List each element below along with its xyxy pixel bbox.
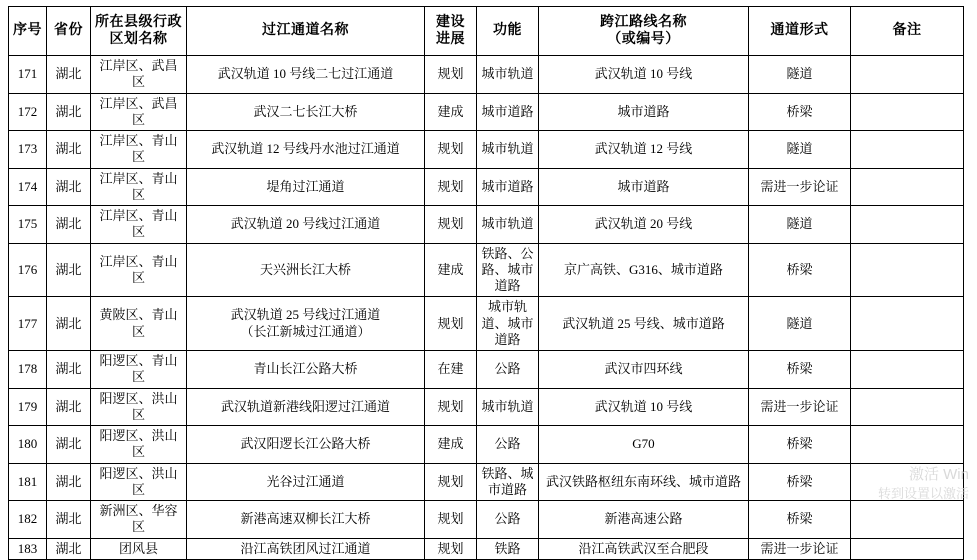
cell-seq <box>9 351 47 389</box>
cell-district <box>91 56 187 94</box>
cell-route <box>539 426 749 464</box>
cell-text: 180 <box>17 436 38 452</box>
cell-text: 城市道路 <box>481 178 534 194</box>
cell-text: 武汉轨道 25 号线、城市道路 <box>562 315 725 331</box>
cell-text: 建成 <box>437 261 464 277</box>
cell-text: 光谷过江通道 <box>266 473 345 489</box>
cell-text: 需进一步论证 <box>760 398 839 414</box>
cell-text: 179 <box>17 398 38 414</box>
cell-form <box>749 297 851 351</box>
cell-note <box>851 538 964 559</box>
cell-route <box>539 206 749 244</box>
cell-text: 173 <box>17 141 38 157</box>
header-province: 省份 <box>47 7 91 56</box>
header-form: 通道形式 <box>749 7 851 56</box>
cell-text: 171 <box>17 66 38 82</box>
cell-form <box>749 351 851 389</box>
cell-route <box>539 538 749 559</box>
cell-text: 铁路 <box>494 540 521 556</box>
cell-province <box>47 243 91 297</box>
header-progress <box>425 7 477 56</box>
cell-seq <box>9 56 47 94</box>
header-district-line1: 所在县级行政 <box>95 14 182 30</box>
cell-district <box>91 351 187 389</box>
cell-province <box>47 351 91 389</box>
cell-text: 规划 <box>437 178 464 194</box>
cell-text: 湖北 <box>55 361 82 377</box>
cell-name <box>187 426 425 464</box>
cell-function <box>477 388 539 426</box>
cell-seq <box>9 426 47 464</box>
cell-text: 武汉阳逻长江公路大桥 <box>240 436 371 452</box>
cell-province <box>47 388 91 426</box>
cell-text: 隧道 <box>786 141 813 157</box>
cell-district <box>91 463 187 501</box>
cell-text: 阳逻区、洪山区 <box>99 465 178 497</box>
cell-district <box>91 426 187 464</box>
cell-text: 183 <box>17 540 38 556</box>
cell-text: 湖北 <box>55 398 82 414</box>
cell-province <box>47 56 91 94</box>
cell-name <box>187 56 425 94</box>
cell-text: 规划 <box>437 398 464 414</box>
cell-district <box>91 243 187 297</box>
cell-text: 176 <box>17 261 38 277</box>
cell-text: 规划 <box>437 141 464 157</box>
header-note: 备注 <box>851 7 964 56</box>
cell-text: 江岸区、武昌区 <box>99 58 178 90</box>
cell-text: 174 <box>17 178 38 194</box>
cell-function <box>477 538 539 559</box>
header-progress-line1: 建设 <box>436 14 465 30</box>
cell-text: 隧道 <box>786 66 813 82</box>
cell-function <box>477 168 539 206</box>
cell-note <box>851 168 964 206</box>
cell-text: 武汉轨道 10 号线二七过江通道 <box>217 66 394 82</box>
header-seq: 序号 <box>9 7 47 56</box>
cell-text: 177 <box>17 315 38 331</box>
cell-text: 武汉二七长江大桥 <box>253 103 358 119</box>
cell-route <box>539 463 749 501</box>
cell-route <box>539 168 749 206</box>
cell-text: 武汉轨道 25 号线过江通道 <box>230 307 381 323</box>
cell-text: 城市轨道 <box>481 66 534 82</box>
cell-text: 规划 <box>437 216 464 232</box>
cell-name <box>187 243 425 297</box>
cell-function <box>477 131 539 169</box>
header-route-line2: （或编号） <box>607 32 680 47</box>
cell-note <box>851 93 964 131</box>
cell-text: 在建 <box>437 361 464 377</box>
cell-function <box>477 56 539 94</box>
cell-text: 湖北 <box>55 261 82 277</box>
table-row <box>9 131 964 169</box>
cell-route <box>539 131 749 169</box>
cell-seq <box>9 243 47 297</box>
cell-text: 公路 <box>494 361 521 377</box>
table-row <box>9 56 964 94</box>
cell-progress <box>425 463 477 501</box>
cell-seq <box>9 93 47 131</box>
cell-text: 城市轨道 <box>481 141 534 157</box>
cell-text: 铁路、公路、城市道路 <box>481 245 534 293</box>
cell-function <box>477 426 539 464</box>
cell-name <box>187 538 425 559</box>
cell-text: G70 <box>632 436 655 452</box>
cell-note <box>851 243 964 297</box>
cell-note <box>851 426 964 464</box>
cell-progress <box>425 206 477 244</box>
cell-province <box>47 206 91 244</box>
cell-seq <box>9 463 47 501</box>
cell-note <box>851 501 964 539</box>
table-row <box>9 206 964 244</box>
cell-text: 武汉轨道新港线阳逻过江通道 <box>220 398 390 414</box>
table-row <box>9 463 964 501</box>
cell-route <box>539 56 749 94</box>
cell-function <box>477 93 539 131</box>
cell-text: 建成 <box>437 436 464 452</box>
header-route-line1: 跨江路线名称 <box>600 14 687 30</box>
cell-function <box>477 501 539 539</box>
cell-progress <box>425 243 477 297</box>
cell-note <box>851 297 964 351</box>
cell-function <box>477 463 539 501</box>
cell-name <box>187 501 425 539</box>
cell-form <box>749 93 851 131</box>
cell-text: 武汉市四环线 <box>604 361 683 377</box>
cell-text: 需进一步论证 <box>760 178 839 194</box>
cell-progress <box>425 501 477 539</box>
cell-progress <box>425 93 477 131</box>
cell-form <box>749 131 851 169</box>
watermark-line2: 转到设置以激活 <box>877 486 969 502</box>
cell-province <box>47 426 91 464</box>
cell-text: 堤角过江通道 <box>266 178 345 194</box>
cell-text: 建成 <box>437 103 464 119</box>
cell-text: 需进一步论证 <box>760 540 839 556</box>
cell-text: 桥梁 <box>786 511 813 527</box>
cell-text: 桥梁 <box>786 473 813 489</box>
cell-text: 武汉轨道 10 号线 <box>594 66 693 82</box>
cell-text: 湖北 <box>55 540 82 556</box>
cell-form <box>749 168 851 206</box>
cell-text: 湖北 <box>55 216 82 232</box>
cell-note <box>851 463 964 501</box>
cell-province <box>47 93 91 131</box>
cell-district <box>91 388 187 426</box>
cell-district <box>91 501 187 539</box>
cell-text: 阳逻区、洪山区 <box>99 428 178 460</box>
table-row <box>9 351 964 389</box>
cell-seq <box>9 131 47 169</box>
cell-district <box>91 538 187 559</box>
cell-form <box>749 56 851 94</box>
cell-text: 规划 <box>437 315 464 331</box>
cell-district <box>91 168 187 206</box>
cell-text: 江岸区、青山区 <box>99 170 178 202</box>
header-route <box>539 7 749 56</box>
cell-text: 武汉轨道 20 号线过江通道 <box>230 216 381 232</box>
cell-province <box>47 538 91 559</box>
cell-text: 规划 <box>437 511 464 527</box>
table-row <box>9 538 964 559</box>
cell-function <box>477 351 539 389</box>
cell-route <box>539 93 749 131</box>
table-row <box>9 168 964 206</box>
cell-text: 规划 <box>437 540 464 556</box>
cell-text: 175 <box>17 216 38 232</box>
river-crossing-table <box>8 6 964 560</box>
cell-text: 黄陂区、青山区 <box>99 307 178 339</box>
cell-text: 湖北 <box>55 66 82 82</box>
table-row <box>9 501 964 539</box>
cell-route <box>539 388 749 426</box>
table-row <box>9 243 964 297</box>
cell-text: 武汉轨道 12 号线丹水池过江通道 <box>211 141 400 157</box>
cell-progress <box>425 351 477 389</box>
cell-progress <box>425 388 477 426</box>
header-progress-line2: 进展 <box>436 32 465 47</box>
cell-text: 湖北 <box>55 315 82 331</box>
cell-text: 隧道 <box>786 315 813 331</box>
table-row <box>9 297 964 351</box>
cell-text: 桥梁 <box>786 103 813 119</box>
cell-form <box>749 501 851 539</box>
cell-text: 团风县 <box>118 540 158 556</box>
table-row <box>9 93 964 131</box>
cell-text: 新港高速公路 <box>604 511 683 527</box>
cell-route <box>539 297 749 351</box>
cell-text: 公路 <box>494 511 521 527</box>
table-header-row <box>9 7 964 56</box>
cell-seq <box>9 388 47 426</box>
cell-district <box>91 206 187 244</box>
cell-text: 城市轨道 <box>481 398 534 414</box>
header-name: 过江通道名称 <box>187 7 425 56</box>
cell-progress <box>425 297 477 351</box>
cell-name <box>187 297 425 351</box>
table-row <box>9 426 964 464</box>
cell-name <box>187 463 425 501</box>
cell-text: 城市轨道、城市道路 <box>481 299 534 347</box>
cell-form <box>749 463 851 501</box>
cell-note <box>851 206 964 244</box>
cell-text: 阳逻区、青山区 <box>99 353 178 385</box>
cell-function <box>477 297 539 351</box>
cell-route <box>539 501 749 539</box>
cell-text: 桥梁 <box>786 261 813 277</box>
cell-text: 湖北 <box>55 178 82 194</box>
cell-text: 178 <box>17 361 38 377</box>
cell-seq <box>9 297 47 351</box>
cell-district <box>91 297 187 351</box>
cell-text: 隧道 <box>786 216 813 232</box>
cell-text: （长江新城过江通道） <box>240 323 371 339</box>
cell-district <box>91 93 187 131</box>
cell-seq <box>9 206 47 244</box>
watermark-line1: 激活 Win <box>908 466 969 484</box>
cell-text: 新港高速双柳长江大桥 <box>240 511 371 527</box>
cell-text: 182 <box>17 511 38 527</box>
cell-text: 城市道路 <box>617 178 670 194</box>
cell-text: 湖北 <box>55 141 82 157</box>
cell-text: 沿江高铁武汉至合肥段 <box>578 540 709 556</box>
cell-text: 京广高铁、G316、城市道路 <box>564 261 723 277</box>
cell-text: 武汉轨道 10 号线 <box>594 398 693 414</box>
cell-text: 江岸区、青山区 <box>99 133 178 165</box>
cell-text: 桥梁 <box>786 436 813 452</box>
cell-seq <box>9 168 47 206</box>
cell-name <box>187 388 425 426</box>
cell-text: 武汉铁路枢纽东南环线、城市道路 <box>545 473 741 489</box>
cell-form <box>749 426 851 464</box>
cell-progress <box>425 168 477 206</box>
cell-note <box>851 351 964 389</box>
cell-function <box>477 243 539 297</box>
cell-form <box>749 538 851 559</box>
cell-text: 城市轨道 <box>481 216 534 232</box>
cell-form <box>749 206 851 244</box>
cell-progress <box>425 56 477 94</box>
cell-form <box>749 243 851 297</box>
header-district-line2: 区划名称 <box>109 32 168 47</box>
cell-text: 阳逻区、洪山区 <box>99 390 178 422</box>
header-district <box>91 7 187 56</box>
cell-seq <box>9 538 47 559</box>
cell-note <box>851 131 964 169</box>
cell-progress <box>425 538 477 559</box>
header-function: 功能 <box>477 7 539 56</box>
cell-route <box>539 351 749 389</box>
cell-route <box>539 243 749 297</box>
cell-province <box>47 131 91 169</box>
cell-form <box>749 388 851 426</box>
cell-text: 172 <box>17 103 38 119</box>
cell-province <box>47 501 91 539</box>
cell-province <box>47 297 91 351</box>
cell-progress <box>425 426 477 464</box>
cell-name <box>187 206 425 244</box>
table-body <box>9 56 964 560</box>
cell-name <box>187 131 425 169</box>
cell-text: 规划 <box>437 473 464 489</box>
cell-name <box>187 168 425 206</box>
cell-text: 湖北 <box>55 473 82 489</box>
cell-progress <box>425 131 477 169</box>
cell-name <box>187 93 425 131</box>
cell-note <box>851 388 964 426</box>
cell-text: 江岸区、青山区 <box>99 253 178 285</box>
cell-text: 湖北 <box>55 436 82 452</box>
table-row <box>9 388 964 426</box>
cell-note <box>851 56 964 94</box>
cell-text: 规划 <box>437 66 464 82</box>
table-container <box>8 6 963 560</box>
cell-text: 江岸区、武昌区 <box>99 95 178 127</box>
cell-text: 武汉轨道 12 号线 <box>594 141 693 157</box>
cell-province <box>47 168 91 206</box>
cell-district <box>91 131 187 169</box>
cell-function <box>477 206 539 244</box>
cell-text: 湖北 <box>55 511 82 527</box>
cell-text: 沿江高铁团风过江通道 <box>240 540 371 556</box>
cell-text: 新洲区、华容区 <box>99 503 178 535</box>
cell-province <box>47 463 91 501</box>
cell-text: 江岸区、青山区 <box>99 208 178 240</box>
cell-text: 武汉轨道 20 号线 <box>594 216 693 232</box>
cell-text: 铁路、城市道路 <box>481 465 534 497</box>
cell-text: 青山长江公路大桥 <box>253 361 358 377</box>
cell-text: 城市道路 <box>481 103 534 119</box>
cell-text: 湖北 <box>55 103 82 119</box>
cell-text: 桥梁 <box>786 361 813 377</box>
cell-name <box>187 351 425 389</box>
cell-text: 天兴洲长江大桥 <box>259 261 351 277</box>
cell-text: 公路 <box>494 436 521 452</box>
cell-text: 城市道路 <box>617 103 670 119</box>
cell-text: 181 <box>17 473 38 489</box>
cell-seq <box>9 501 47 539</box>
